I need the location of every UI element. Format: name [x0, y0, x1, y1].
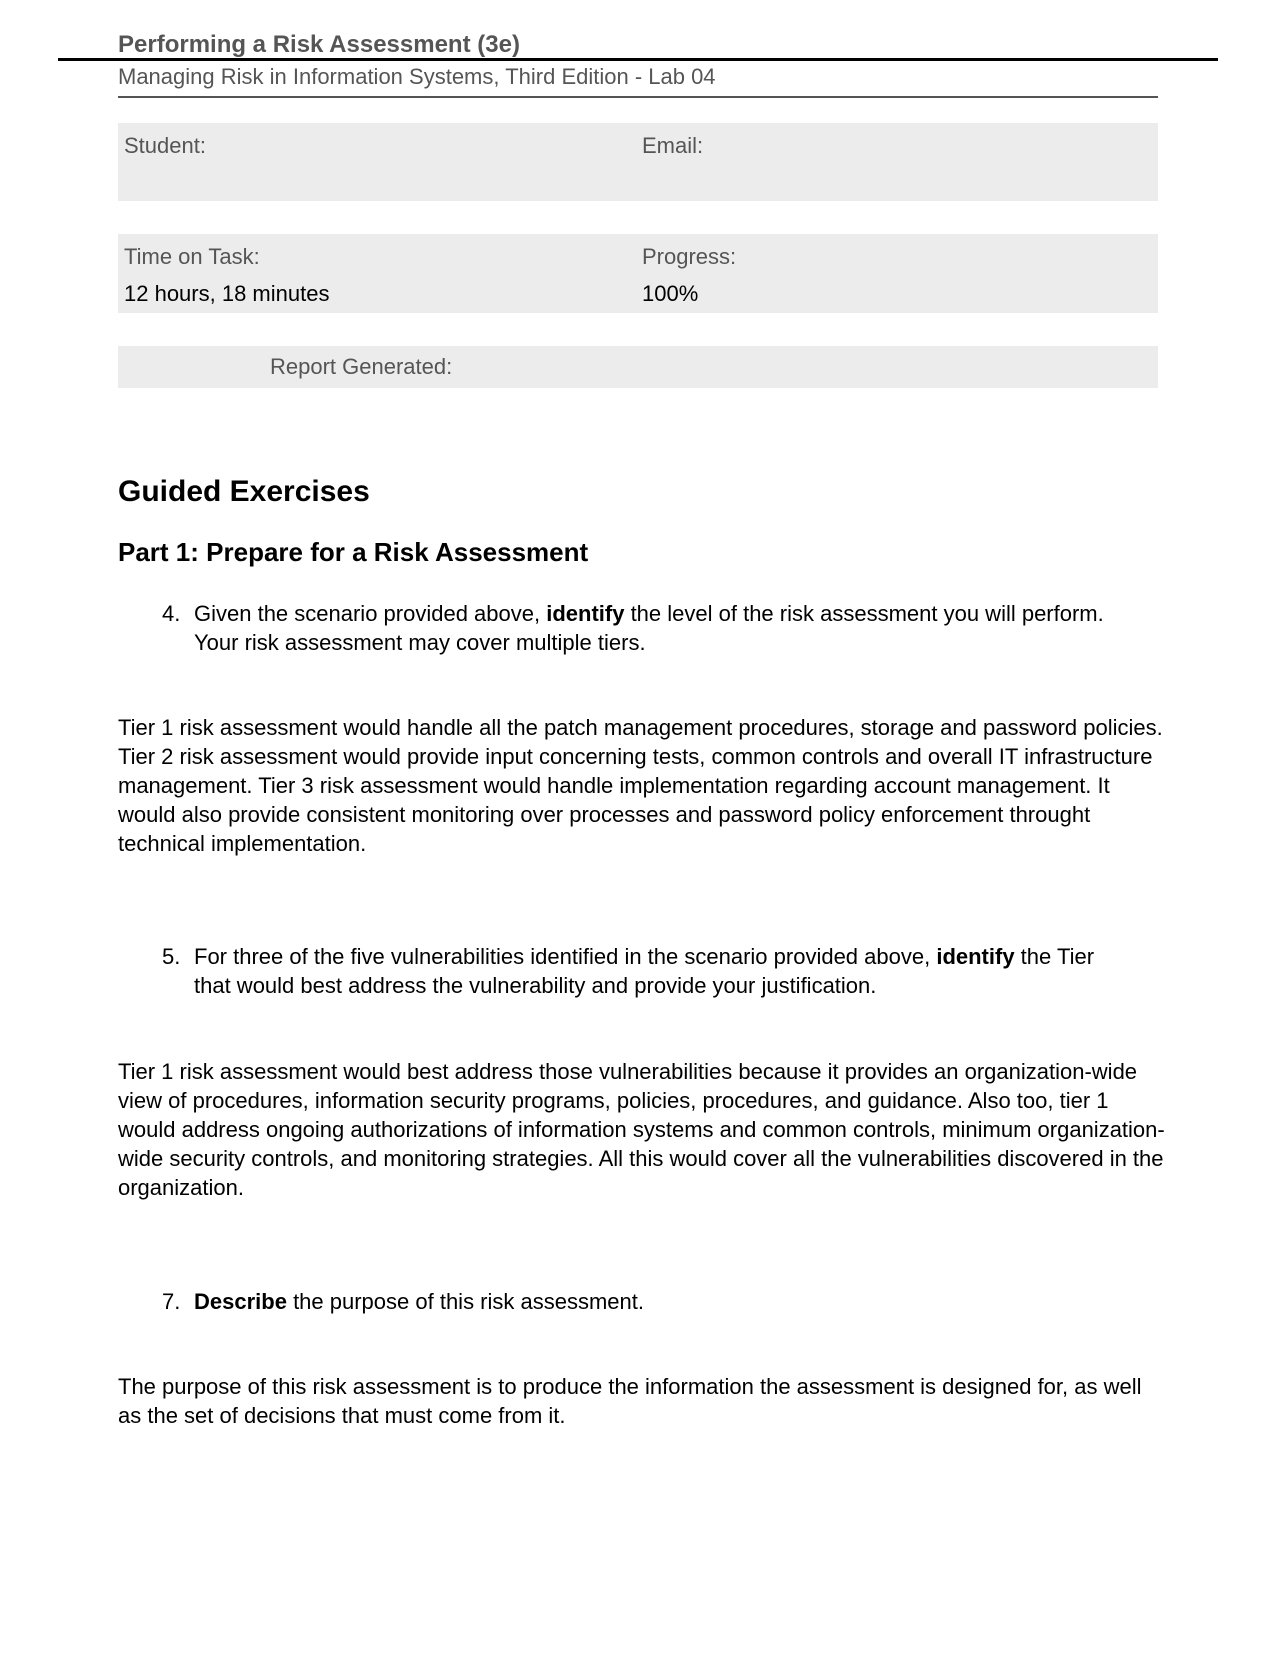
subtitle-rule — [118, 96, 1158, 98]
progress-info-box — [118, 234, 1158, 313]
progress-label: Progress: — [642, 244, 737, 269]
question-number: 7. — [162, 1289, 181, 1314]
header-rule — [58, 58, 1218, 61]
answer-7: The purpose of this risk assessment is to produce the information the assessment is designed for, as well as the set of decisions that must come from it. — [118, 1374, 1142, 1428]
answer-5: Tier 1 risk assessment would best address those vulnerabilities because it provides an organization-wide view of procedures, information security programs, policies, procedures, and guidance. Also too, tier 1 would address ongoing authorizations of information systems and common controls, minimum organization-wide security controls, and monitoring strategies. All this would cover all the vulnerabilities discovered in the organization. — [118, 1059, 1165, 1200]
report-generated-label: Report Generated: — [270, 354, 453, 379]
progress-value: 100% — [642, 281, 699, 306]
question-keyword: identify — [936, 944, 1015, 969]
document-subtitle: Managing Risk in Information Systems, Third Edition - Lab 04 — [118, 64, 716, 89]
question-number: 4. — [162, 601, 181, 626]
time-on-task-label: Time on Task: — [124, 244, 260, 269]
question-number: 5. — [162, 944, 181, 969]
student-info-box — [118, 123, 1158, 201]
answer-4: Tier 1 risk assessment would handle all the patch management procedures, storage and password policies. Tier 2 risk assessment would provide input concerning tests, common controls and overall IT infrastructure management. Tier 3 risk assessment would handle implementation regarding account management. It would also provide consistent monitoring over processes and password policy enforcement throught technical implementation. — [118, 715, 1163, 856]
document-title: Performing a Risk Assessment (3e) — [118, 31, 520, 58]
report-generated-box — [118, 346, 1158, 388]
question-5: 5. For three of the five vulnerabilities identified in the scenario provided above, identify the Tier that would best address the vulnerability and provide your justification. — [162, 944, 1095, 998]
student-label: Student: — [124, 133, 206, 158]
section-heading: Guided Exercises — [118, 475, 370, 508]
part-heading: Part 1: Prepare for a Risk Assessment — [118, 537, 589, 567]
question-4: 4. Given the scenario provided above, identify the level of the risk assessment you will perform. Your risk assessment may cover multiple tiers. — [162, 601, 1104, 655]
question-7: 7. Describe the purpose of this risk assessment. — [162, 1289, 645, 1314]
email-label: Email: — [642, 133, 704, 158]
time-on-task-value: 12 hours, 18 minutes — [124, 281, 330, 306]
question-keyword: Describe — [194, 1289, 287, 1314]
question-keyword: identify — [546, 601, 625, 626]
